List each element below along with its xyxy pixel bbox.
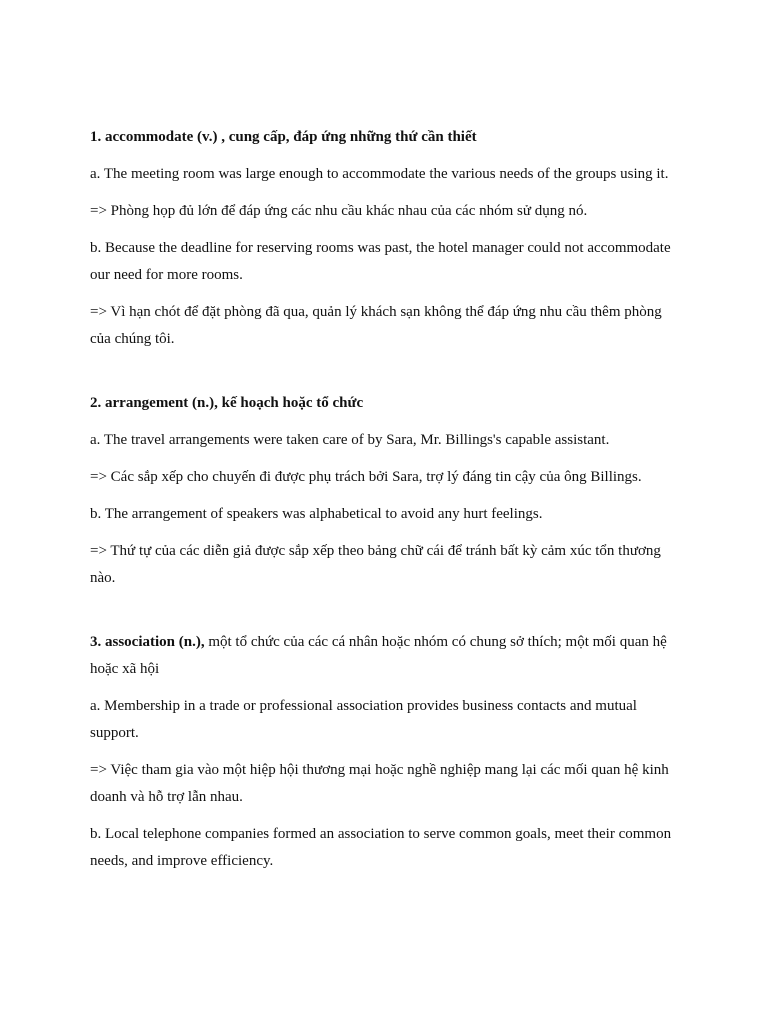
example-sentence: a. Membership in a trade or professional association provides business contacts and mutual support. xyxy=(90,698,637,741)
entry-association xyxy=(90,629,682,875)
example-sentence: a. The travel arrangements were taken care of by Sara, Mr. Billings's capable assistant. xyxy=(90,432,610,448)
entry-accommodate xyxy=(90,124,682,353)
example-sentence: b. Local telephone companies formed an association to serve common goals, meet their common needs, and improve efficiency. xyxy=(90,826,672,869)
entry-term: 2. arrangement (n.), kế hoạch hoặc tổ chức xyxy=(90,395,364,411)
entry-heading xyxy=(90,629,682,683)
example-translation: => Vì hạn chót để đặt phòng đã qua, quản lý khách sạn không thể đáp ứng nhu cầu thêm phòng của chúng tôi. xyxy=(90,304,662,347)
entry-term: 1. accommodate (v.) , cung cấp, đáp ứng những thứ cần thiết xyxy=(90,129,477,145)
entry-arrangement xyxy=(90,390,682,592)
entry-heading xyxy=(90,124,682,151)
document-page xyxy=(90,124,682,885)
example-sentence: a. The meeting room was large enough to accommodate the various needs of the groups using it. xyxy=(90,166,669,182)
example-translation: => Việc tham gia vào một hiệp hội thương mại hoặc nghề nghiệp mang lại các mối quan hệ kinh doanh và hỗ trợ lẫn nhau. xyxy=(90,762,669,805)
example-translation: => Thứ tự của các diễn giả được sắp xếp theo bảng chữ cái để tránh bất kỳ cảm xúc tổn thương nào. xyxy=(90,543,661,586)
entry-term: 3. association (n.), xyxy=(90,634,205,650)
entry-heading xyxy=(90,390,682,417)
example-sentence: b. Because the deadline for reserving rooms was past, the hotel manager could not accommodate our need for more rooms. xyxy=(90,240,671,283)
example-sentence: b. The arrangement of speakers was alphabetical to avoid any hurt feelings. xyxy=(90,506,543,522)
entry-definition: một tổ chức của các cá nhân hoặc nhóm có chung sở thích; một mối quan hệ hoặc xã hội xyxy=(90,634,667,677)
example-translation: => Các sắp xếp cho chuyến đi được phụ trách bởi Sara, trợ lý đáng tin cậy của ông Billings. xyxy=(90,469,642,485)
example-translation: => Phòng họp đủ lớn để đáp ứng các nhu cầu khác nhau của các nhóm sử dụng nó. xyxy=(90,203,588,219)
